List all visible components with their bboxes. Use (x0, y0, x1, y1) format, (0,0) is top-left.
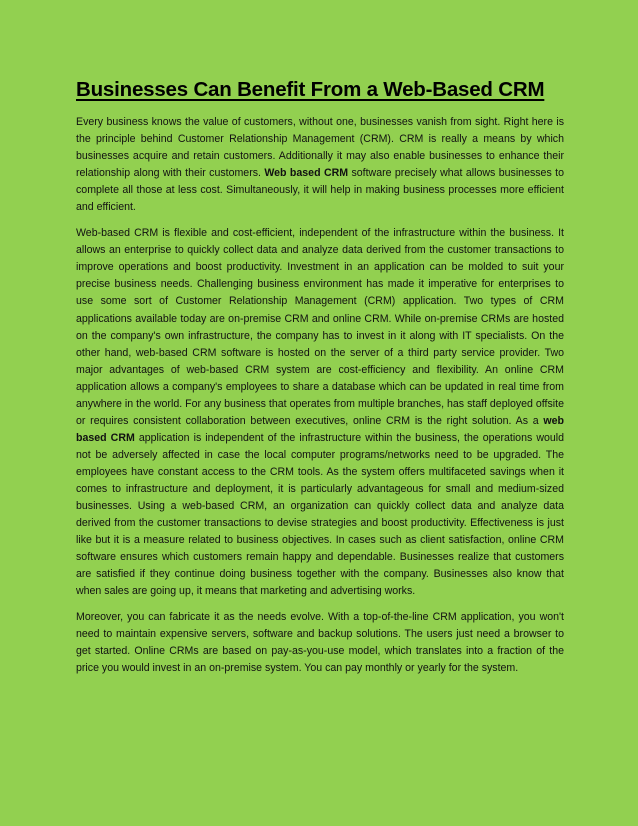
bold-keyword: Web based CRM (264, 167, 349, 180)
paragraph-body (76, 225, 564, 600)
paragraph-intro (76, 114, 564, 216)
paragraph-conclusion (76, 609, 564, 677)
paragraph-text: software precisely what allows businesses to complete all those at less cost. Simultaneously, it will help in making business processes more efficient and efficient. (76, 167, 564, 214)
paragraph-text: Web-based CRM is flexible and cost-efficient, independent of the infrastructure within the business. It allows an enterprise to quickly collect data and analyze data derived from the customer transactions to improve operations and boost productivity. Investment in an application can be molded to suit your precise business needs. Challenging business environment has made it imperative for enterprises to use some sort of Customer Relationship Management (CRM) application. Two types of CRM applications available today are on-premise CRM and online CRM. While on-premise CRMs are hosted on the company's own infrastructure, the company has to invest in it along with IT specialists. On the other hand, web-based CRM software is hosted on the server of a third party service provider. Two major advantages of web-based CRM system are cost-efficiency and flexibility. An online CRM application allows a company's employees to share a database which can be updated in real time from anywhere in the world. For any business that operates from multiple branches, has staff deployed offsite or requires consistent collaboration between executives, online CRM is the right solution. As a (76, 227, 564, 427)
paragraph-text: application is independent of the infrastructure within the business, the operations would not be adversely affected in case the local computer programs/networks need to be upgraded. The employees have constant access to the CRM tools. As the system offers multifaceted savings when it comes to infrastructure and deployment, it is particularly advantageous for small and medium-sized businesses. Using a web-based CRM, an organization can quickly collect data and analyze data derived from the customer transactions to devise strategies and boost productivity. Effectiveness is just like but it is a measure related to business objectives. In cases such as client satisfaction, online CRM software ensures which customers remain happy and dependable. Businesses realize that customers are satisfied if they continue doing business together with the company. Businesses also know that when sales are going up, it means that marketing and advertising works. (76, 431, 564, 598)
bold-keyword: web based CRM (76, 414, 564, 444)
page-title: Businesses Can Benefit From a Web-Based CRM (76, 78, 545, 101)
paragraph-text: Moreover, you can fabricate it as the needs evolve. With a top-of-the-line CRM application, you won't need to maintain expensive servers, software and backup solutions. The users just need a browser to get started. Online CRMs are based on pay-as-you-use model, which translates into a fraction of the price you would invest in an on-premise system. You can pay monthly or yearly for the system. (76, 611, 564, 675)
paragraph-text: Every business knows the value of customers, without one, businesses vanish from sight. Right here is the principle behind Customer Relationship Management (CRM). CRM is really a means by which businesses acquire and retain customers. Additionally it may also enable businesses to enhance their relationship along with their customers. (76, 116, 564, 180)
